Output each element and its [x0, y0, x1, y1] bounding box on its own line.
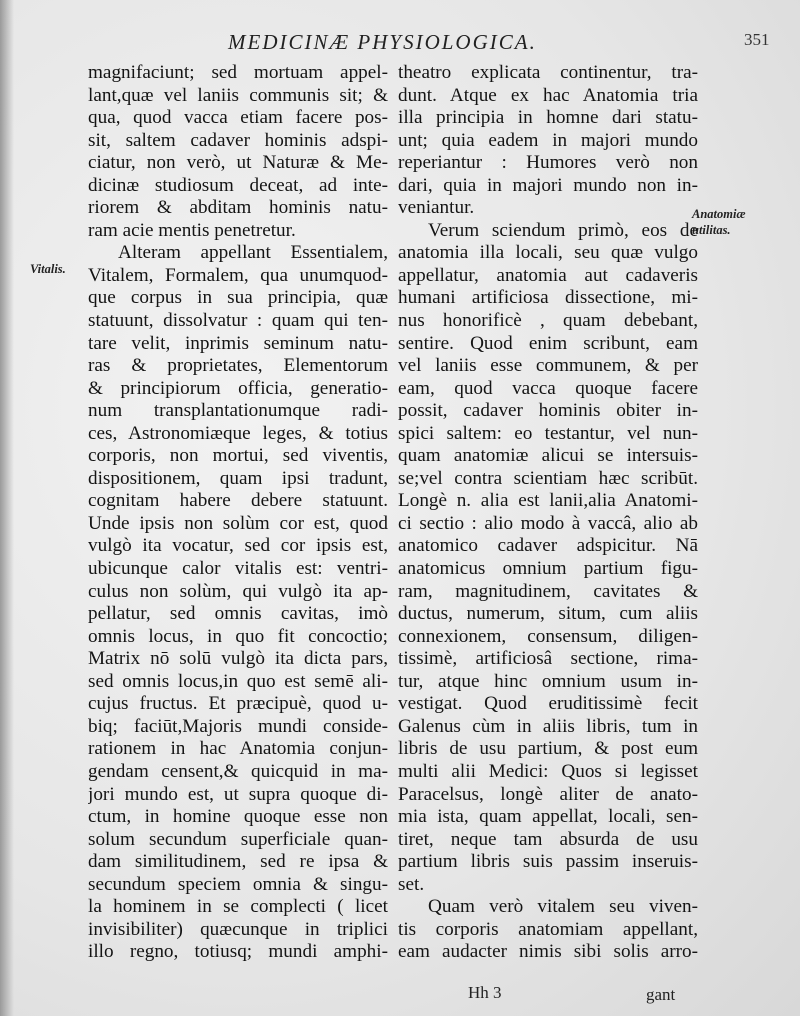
text-line: connexionem, consensum, diligen- — [398, 625, 698, 647]
text-line: omnis locus, in quo fit concoctio; — [88, 625, 388, 647]
text-line: statuunt, dissolvatur : quam qui ten- — [88, 310, 388, 332]
text-line: possit, cadaver hominis obiter in- — [398, 400, 698, 422]
text-line: Alteram appellant Essentialem, — [118, 242, 388, 264]
text-line: Unde ipsis non solùm cor est, quod — [88, 512, 388, 534]
margin-note-anatomiae-utilitas — [692, 206, 746, 238]
text-line: set. — [398, 873, 425, 895]
text-line: theatro explicata continentur, tra- — [398, 62, 698, 83]
text-line: ces, Astronomiæque leges, & totius — [88, 422, 388, 444]
text-line: tiret, neque tam absurda de usu — [398, 828, 698, 850]
text-line: sed omnis locus,in quo est semē ali- — [88, 670, 388, 692]
text-line: anatomico cadaver adspicitur. Nā — [398, 535, 698, 557]
text-line: jori mundo est, ut supra quoque di- — [88, 783, 388, 805]
text-line: illo regno, totiusq; mundi amphi- — [88, 941, 388, 963]
text-line: dam similitudinem, sed re ipsa & — [88, 851, 388, 873]
text-line: vestigat. Quod eruditissimè fecit — [398, 693, 698, 715]
text-line: qua, quod vacca etiam facere pos- — [88, 107, 388, 129]
text-line: quam anatomiæ alicui se intersuis- — [398, 445, 698, 467]
text-line: num transplantationumque radi- — [88, 400, 388, 422]
text-line: rationem in hac Anatomia conjun- — [88, 738, 388, 760]
text-line: dunt. Atque ex hac Anatomia tria — [398, 84, 698, 106]
text-line: anatomia illa locali, seu quæ vulgo — [398, 242, 698, 264]
text-line: eam, quod vacca quoque facere — [398, 377, 698, 399]
text-line: Galenus cùm in aliis libris, tum in — [398, 715, 698, 737]
page-shadow-edge — [0, 0, 14, 1016]
text-line: Paracelsus, longè aliter de anato- — [398, 783, 698, 805]
margin-note-vitalis: Vitalis. — [30, 262, 66, 276]
text-line: & principiorum officia, generatio- — [88, 377, 388, 399]
text-line: humani artificiosa dissectione, mi- — [398, 287, 698, 309]
text-line: sentire. Quod enim scribunt, eam — [398, 332, 698, 354]
text-line: partium libris suis passim inseruis- — [398, 851, 698, 873]
right-text-column — [398, 62, 698, 964]
text-line: tis corporis anatomiam appellant, — [398, 918, 698, 940]
text-line: veniantur. — [398, 197, 475, 219]
margin-note-line: utilitas. — [692, 223, 731, 237]
text-line: ctum, in homine quoque esse non — [88, 806, 388, 828]
text-line: ductus, numerum, situm, cum aliis — [398, 603, 698, 625]
text-line: dari, quia in majori mundo non in- — [398, 174, 698, 196]
text-line: ram, magnitudinem, cavitates & — [398, 580, 698, 602]
text-line: nus honorificè , quam debebant, — [398, 310, 698, 332]
text-line: vulgò ita vocatur, sed cor ipsis est, — [88, 535, 388, 557]
text-line: Matrix nō solū vulgò ita dicta pars, — [88, 648, 388, 670]
margin-note-line: Anatomiæ — [692, 207, 746, 221]
signature-mark: Hh 3 — [468, 983, 502, 1002]
text-line: que corpus in sua principia, quæ — [88, 287, 388, 309]
text-line: solum secundum superficiale quan- — [88, 828, 388, 850]
text-line: gendam censent,& quicquid in ma- — [88, 760, 388, 782]
text-line: ubicunque calor vitalis est: ventri- — [88, 558, 388, 580]
text-line: multi alii Medici: Quos si legisset — [398, 760, 698, 782]
text-line: cujus fructus. Et præcipuè, quod u- — [88, 693, 388, 715]
text-line: la hominem in se complecti ( licet — [88, 896, 388, 918]
text-line: dispositionem, quam ipsi tradunt, — [88, 467, 388, 489]
text-line: tur, atque hinc omnium usum in- — [398, 670, 698, 692]
text-line: tissimè, artificiosâ sectione, rima- — [398, 648, 698, 670]
text-line: ci sectio : alio modo à vaccâ, alio ab — [398, 512, 698, 534]
text-line: dicinæ studiosum deceat, ad inte- — [88, 174, 388, 196]
text-line: invisibiliter) quæcunque in triplici — [88, 918, 388, 940]
text-line: vel laniis esse communem, & per — [398, 355, 698, 377]
text-line: ras & proprietates, Elementorum — [88, 355, 388, 377]
text-line: corporis, non mortui, sed viventis, — [88, 445, 388, 467]
text-line: Verum sciendum primò, eos de — [428, 219, 698, 241]
text-line: unt; quia eadem in majori mundo — [398, 129, 698, 151]
text-line: appellatur, anatomia aut cadaveris — [398, 264, 698, 286]
text-line: ram acie mentis penetretur. — [88, 219, 296, 241]
text-line: libris de usu partium, & post eum — [398, 738, 698, 760]
left-text-column — [88, 62, 388, 964]
text-line: Quam verò vitalem seu viven- — [428, 896, 698, 918]
running-title: MEDICINÆ PHYSIOLOGICA. — [228, 30, 537, 54]
text-line: spici saltem: eo testantur, vel nun- — [398, 422, 698, 444]
text-line: se;vel contra scientiam hæc scribūt. — [398, 467, 698, 489]
text-line: magnifaciunt; sed mortuam appel- — [88, 62, 388, 83]
page-number: 351 — [744, 30, 770, 49]
text-line: eam audacter nimis sibi solis arro- — [398, 941, 698, 963]
text-line: sit, saltem cadaver hominis adspi- — [88, 129, 388, 151]
catchword: gant — [646, 985, 676, 1004]
text-line: tare velit, inprimis seminum natu- — [88, 332, 388, 354]
text-line: cognitam habere debere statuunt. — [88, 490, 388, 512]
text-line: pellatur, sed omnis cavitas, imò — [88, 603, 388, 625]
text-line: anatomicus omnium partium figu- — [398, 558, 698, 580]
text-line: riorem & abditam hominis natu- — [88, 197, 388, 219]
text-line: Longè n. alia est lanii,alia Anatomi- — [398, 490, 698, 512]
text-line: mia ista, quam appellat, locali, sen- — [398, 806, 698, 828]
text-line: Vitalem, Formalem, qua unumquod- — [88, 264, 388, 286]
text-line: reperiantur : Humores verò non — [398, 152, 698, 174]
text-line: biq; faciūt,Majoris mundi conside- — [88, 715, 388, 737]
text-line: ciatur, non verò, ut Naturæ & Me- — [88, 152, 388, 174]
text-line: lant,quæ vel laniis communis sit; & — [88, 84, 388, 106]
text-line: culus non solùm, qui vulgò ita ap- — [88, 580, 388, 602]
text-line: secundum speciem omnia & singu- — [88, 873, 388, 895]
text-line: illa principia in homne dari statu- — [398, 107, 698, 129]
